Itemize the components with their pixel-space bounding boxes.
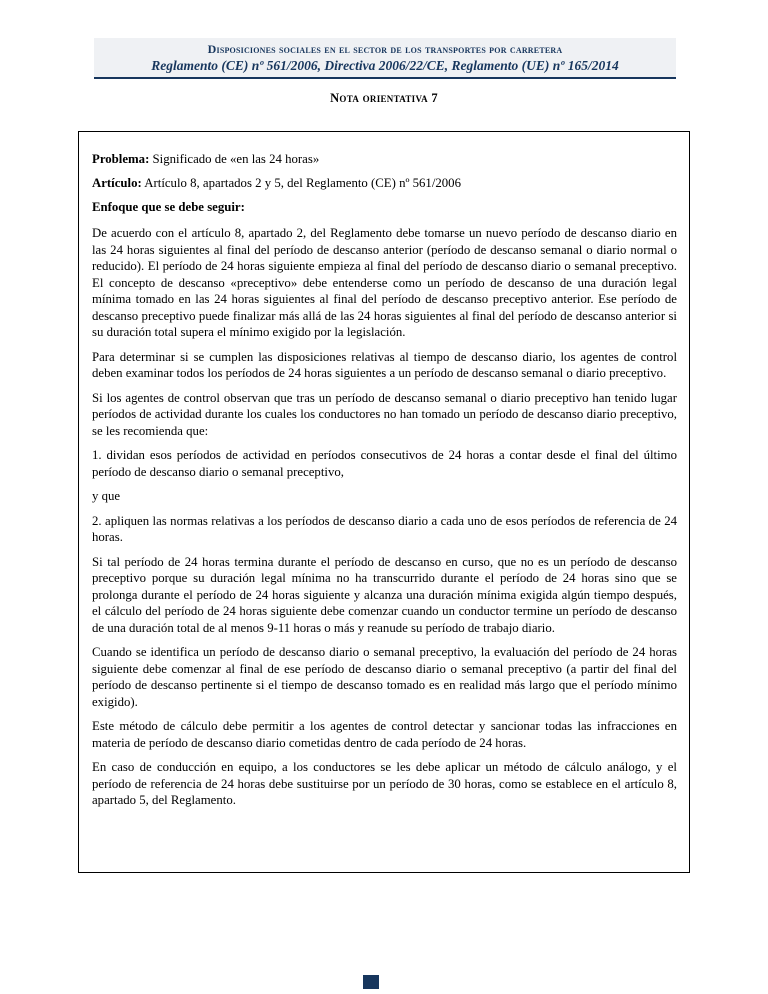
document-header [94,38,676,79]
paragraph-10: En caso de conducción en equipo, a los conductores se les debe aplicar un método de cálculo análogo, y el período de referencia de 24 horas debe sustituirse por un período de 30 horas, como se establece en el artículo 8, apartado 5, del Reglamento. [92,760,677,807]
enfoque-label: Enfoque que se debe seguir: [92,200,245,214]
problema-line [92,152,677,167]
note-box [78,131,690,873]
paragraph-6: 2. apliquen las normas relativas a los períodos de descanso diario a cada uno de esos períodos de referencia de 24 horas. [92,513,677,544]
paragraph-1: De acuerdo con el artículo 8, apartado 2, del Reglamento debe tomarse un nuevo período de descanso diario en las 24 horas siguientes al final del período de descanso anterior (período de descanso semanal o diario normal o reducido). El período de 24 horas siguiente empieza al final del período de descanso diario o semanal preceptivo. El concepto de descanso «preceptivo» debe entenderse como un período de descanso de una duración legal mínima tomado en las 24 horas siguientes al final del período de descanso preceptivo anterior. Ese período de descanso preceptivo puede finalizar más allá de las 24 horas siguientes al final del período de descanso anterior si su duración total supera el mínimo exigido por la legislación. [92,226,677,339]
paragraph-5: y que [92,489,121,503]
header-regulations: Reglamento (CE) nº 561/2006, Directiva 2006/22/CE, Reglamento (UE) nº 165/2014 [151,58,619,73]
footer-mark [363,975,379,989]
paragraph-2: Para determinar si se cumplen las disposiciones relativas al tiempo de descanso diario, los agentes de control deben examinar todos los períodos de 24 horas siguientes a un período de descanso semanal o diario preceptivo. [92,349,677,380]
paragraph-8: Cuando se identifica un período de descanso diario o semanal preceptivo, la evaluación del período de 24 horas siguiente debe comenzar al final de ese período de descanso diario o semanal preceptivo (a partir del final del período de descanso pertinente si el tiempo de descanso tomado es en realidad más largo que el período mínimo exigido). [92,645,677,709]
articulo-label: Artículo: [92,176,142,190]
problema-label: Problema: [92,152,150,166]
header-subject: Disposiciones sociales en el sector de los transportes por carretera [207,42,563,56]
articulo-line [92,176,677,191]
paragraph-3: Si los agentes de control observan que tras un período de descanso semanal o diario preceptivo han tenido lugar períodos de actividad durante los cuales los conductores no han tomado un período de descanso diario preceptivo, se les recomienda que: [92,390,677,438]
paragraph-4: 1. dividan esos períodos de actividad en períodos consecutivos de 24 horas a contar desde el final del último período de descanso diario o semanal preceptivo, [92,448,677,479]
note-title: Nota orientativa 7 [330,91,438,105]
problema-text: Significado de «en las 24 horas» [152,152,320,166]
articulo-text: Artículo 8, apartados 2 y 5, del Reglamento (CE) nº 561/2006 [144,176,461,190]
paragraph-7: Si tal período de 24 horas termina durante el período de descanso en curso, que no es un período de descanso preceptivo porque su duración legal mínima no ha transcurrido durante el período de 24 horas sino que se prolonga durante el período de 24 horas siguiente y alcanza una duración mínima exigida algún tiempo después, el cálculo del período de 24 horas siguiente debe comenzar cuando un conductor termine un período de descanso de una duración total de al menos 9-11 horas o más y reanude su período de trabajo diario. [92,554,677,635]
paragraph-9: Este método de cálculo debe permitir a los agentes de control detectar y sancionar todas las infracciones en materia de período de descanso diario cometidas dentro de cada período de 24 horas. [92,719,677,750]
